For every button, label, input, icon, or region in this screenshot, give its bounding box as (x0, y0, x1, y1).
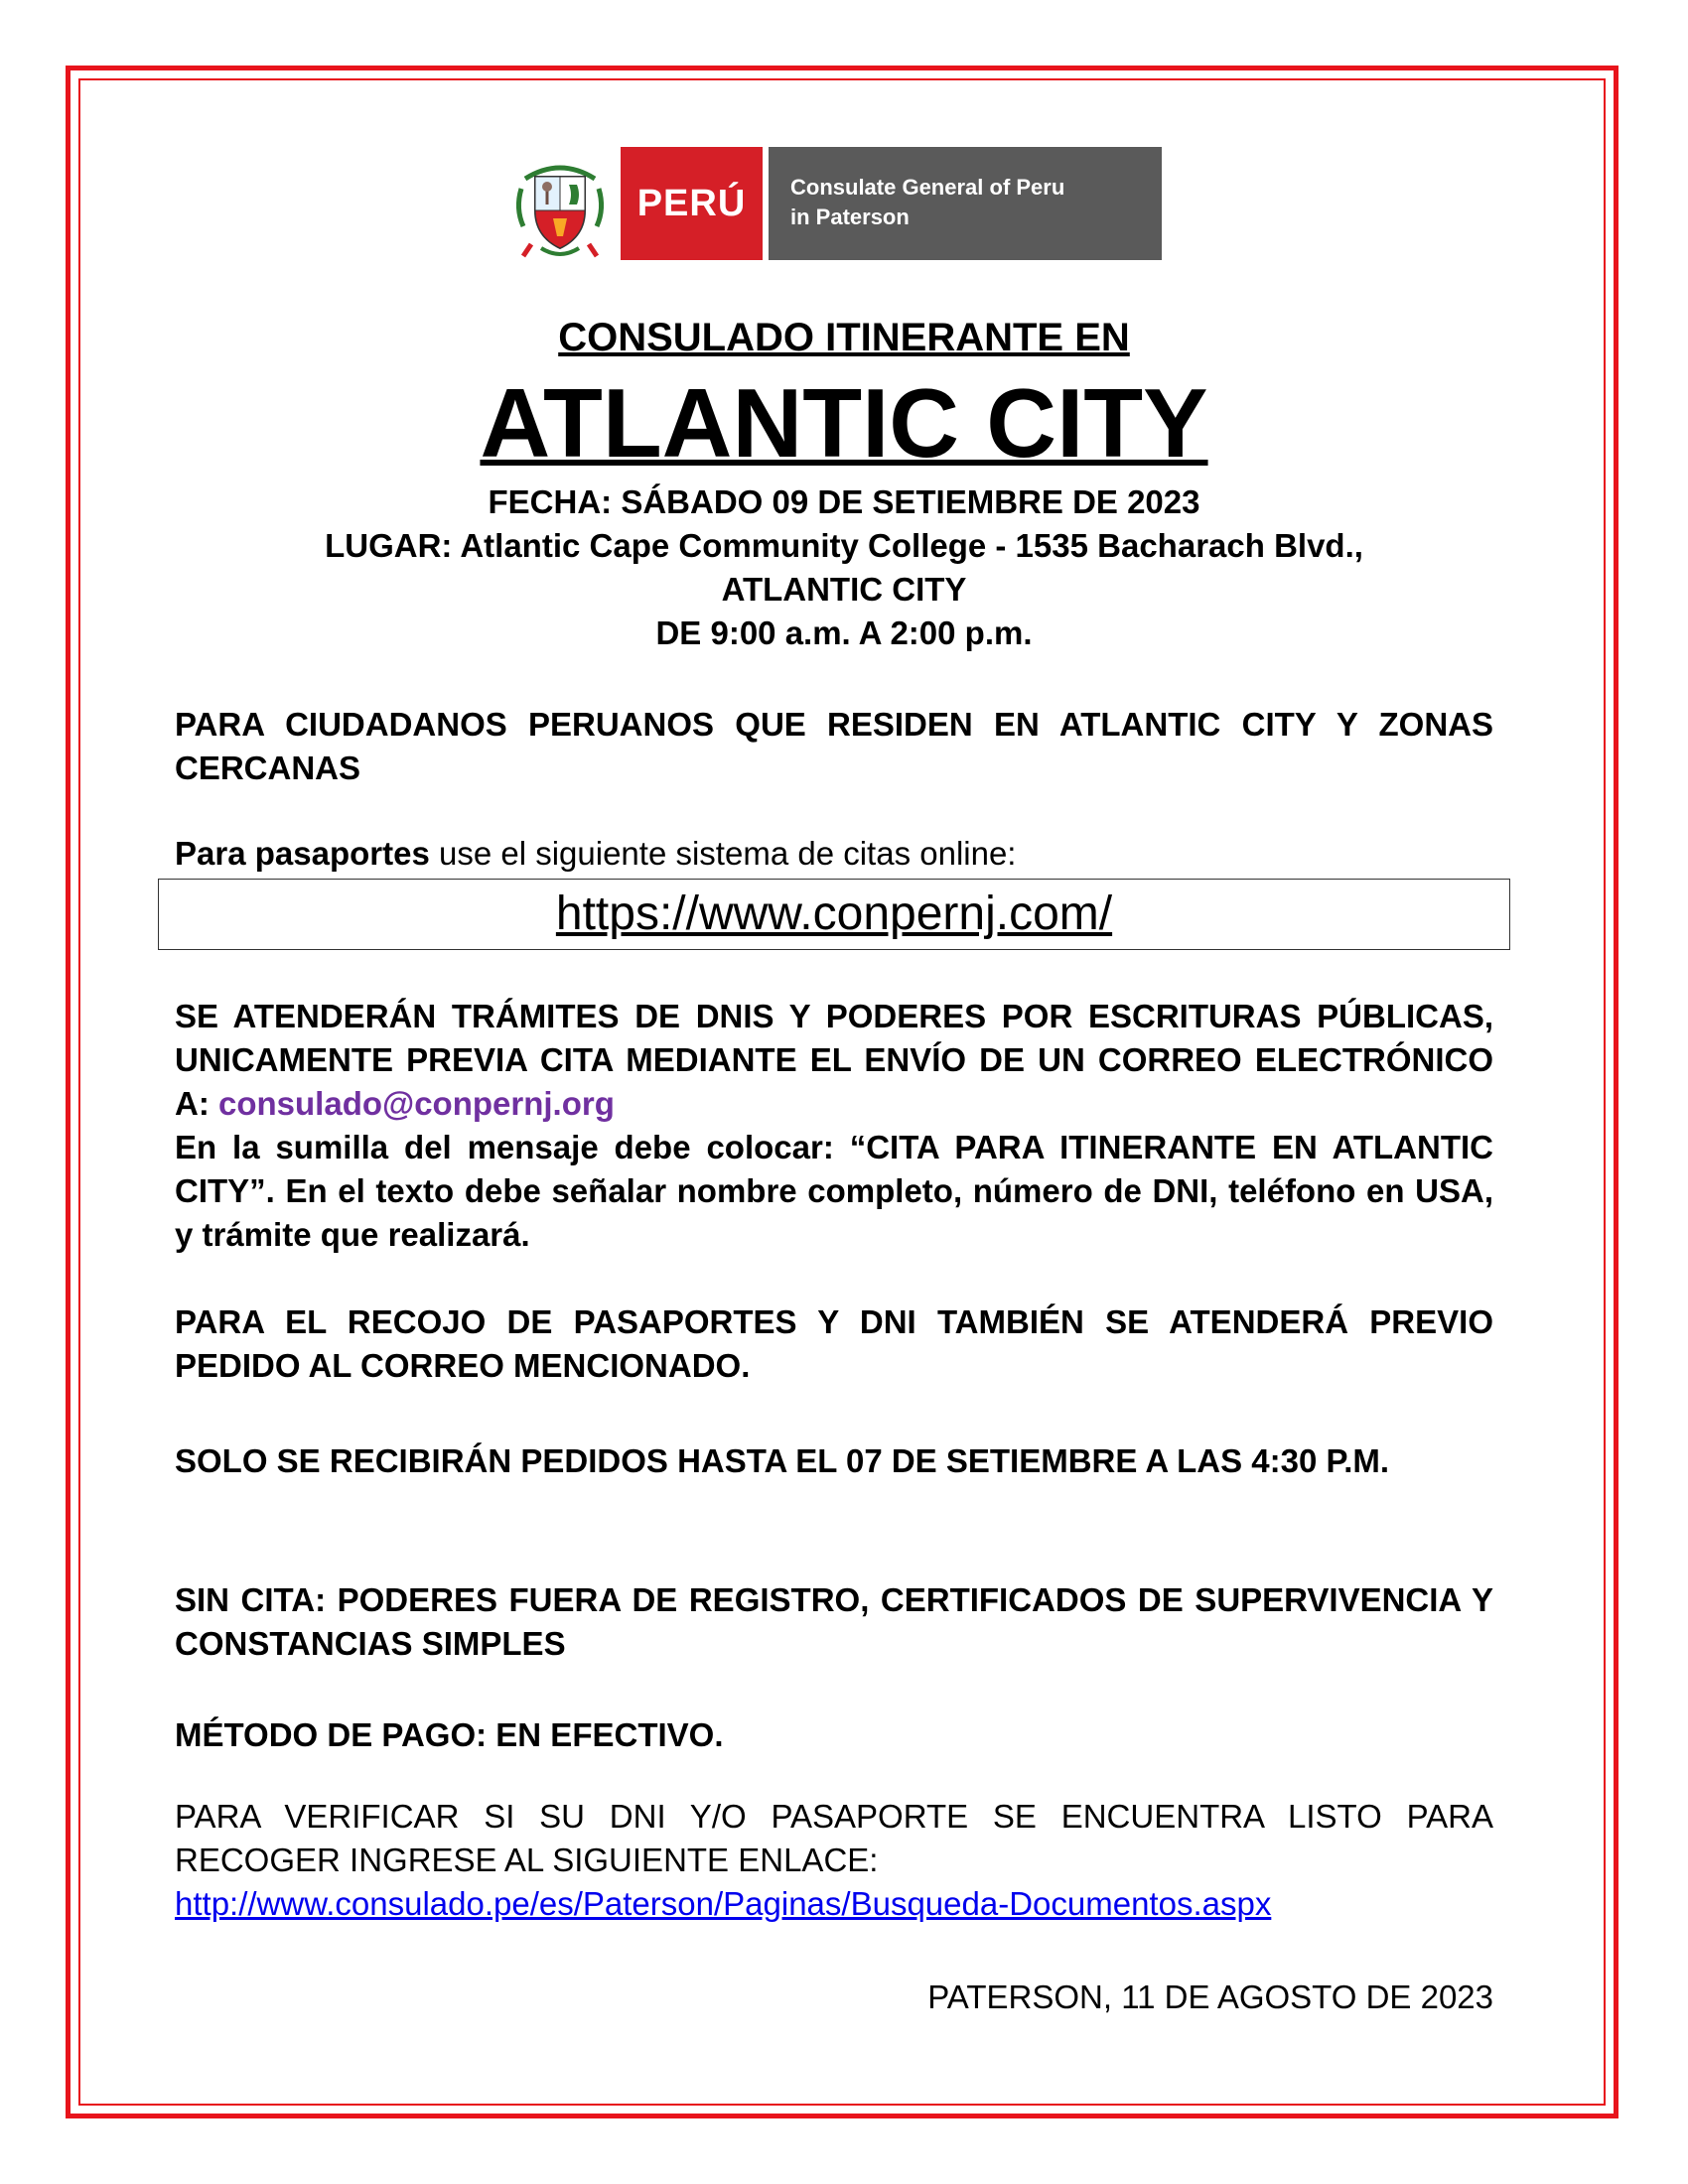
event-place-line1: LUGAR: Atlantic Cape Community College - 1535 Bacharach Blvd., (325, 527, 1363, 564)
email-subject-instructions: En la sumilla del mensaje debe colocar: “CITA PARA ITINERANTE EN ATLANTIC CITY”. En el texto debe señalar nombre completo, número de DNI, teléfono en USA, y trámite que realizará. (175, 1129, 1493, 1253)
peru-brand-box (621, 147, 763, 260)
procedures-text: SE ATENDERÁN TRÁMITES DE DNIS Y PODERES POR ESCRITURAS PÚBLICAS, UNICAMENTE PREVIA CITA MEDIANTE EL ENVÍO DE UN CORREO ELECTRÓNICO A: (175, 998, 1493, 1122)
consulate-name-box (766, 147, 1162, 260)
notice-subtitle: CONSULADO ITINERANTE EN (558, 316, 1130, 359)
passport-label: Para pasaportes (175, 835, 430, 872)
peru-brand-text: PERÚ (636, 182, 747, 224)
verify-text: PARA VERIFICAR SI SU DNI Y/O PASAPORTE SE ENCUENTRA LISTO PARA RECOGER INGRESE AL SIGUIENTE ENLACE: (175, 1798, 1493, 1878)
payment-paragraph: MÉTODO DE PAGO: EN EFECTIVO. (175, 1716, 724, 1753)
event-place-line2: ATLANTIC CITY (721, 571, 967, 608)
appointment-url-link[interactable]: https://www.conpernj.com/ (555, 887, 1113, 940)
notice-title: ATLANTIC CITY (480, 368, 1208, 478)
procedures-paragraph (175, 995, 1493, 1257)
event-date: FECHA: SÁBADO 09 DE SETIEMBRE DE 2023 (488, 483, 1200, 520)
pickup-paragraph: PARA EL RECOJO DE PASAPORTES Y DNI TAMBIÉN SE ATENDERÁ PREVIO PEDIDO AL CORREO MENCIONADO. (175, 1303, 1493, 1384)
consulate-name-line1: Consulate General of Peru (790, 175, 1065, 200)
consulate-logo (511, 147, 1162, 260)
no-appointment-paragraph: SIN CITA: PODERES FUERA DE REGISTRO, CERTIFICADOS DE SUPERVIVENCIA Y CONSTANCIAS SIMPLES (175, 1581, 1493, 1662)
consulate-email-link[interactable]: consulado@conpernj.org (218, 1085, 615, 1122)
event-hours: DE 9:00 a.m. A 2:00 p.m. (655, 614, 1033, 651)
consulate-name-line2: in Paterson (790, 205, 910, 229)
verify-documents-link[interactable]: http://www.consulado.pe/es/Paterson/Paginas/Busqueda-Documentos.aspx (175, 1885, 1272, 1922)
verify-paragraph (175, 1795, 1493, 1926)
appointment-url-box (158, 879, 1510, 950)
passport-instructions (175, 832, 1493, 876)
peru-coat-of-arms-icon (511, 149, 609, 260)
deadline-paragraph: SOLO SE RECIBIRÁN PEDIDOS HASTA EL 07 DE SETIEMBRE A LAS 4:30 P.M. (175, 1442, 1390, 1479)
audience-paragraph: PARA CIUDADANOS PERUANOS QUE RESIDEN EN ATLANTIC CITY Y ZONAS CERCANAS (175, 706, 1493, 786)
passport-instructions-text: use el siguiente sistema de citas online: (429, 835, 1017, 872)
place-and-date: PATERSON, 11 DE AGOSTO DE 2023 (927, 1979, 1493, 2015)
